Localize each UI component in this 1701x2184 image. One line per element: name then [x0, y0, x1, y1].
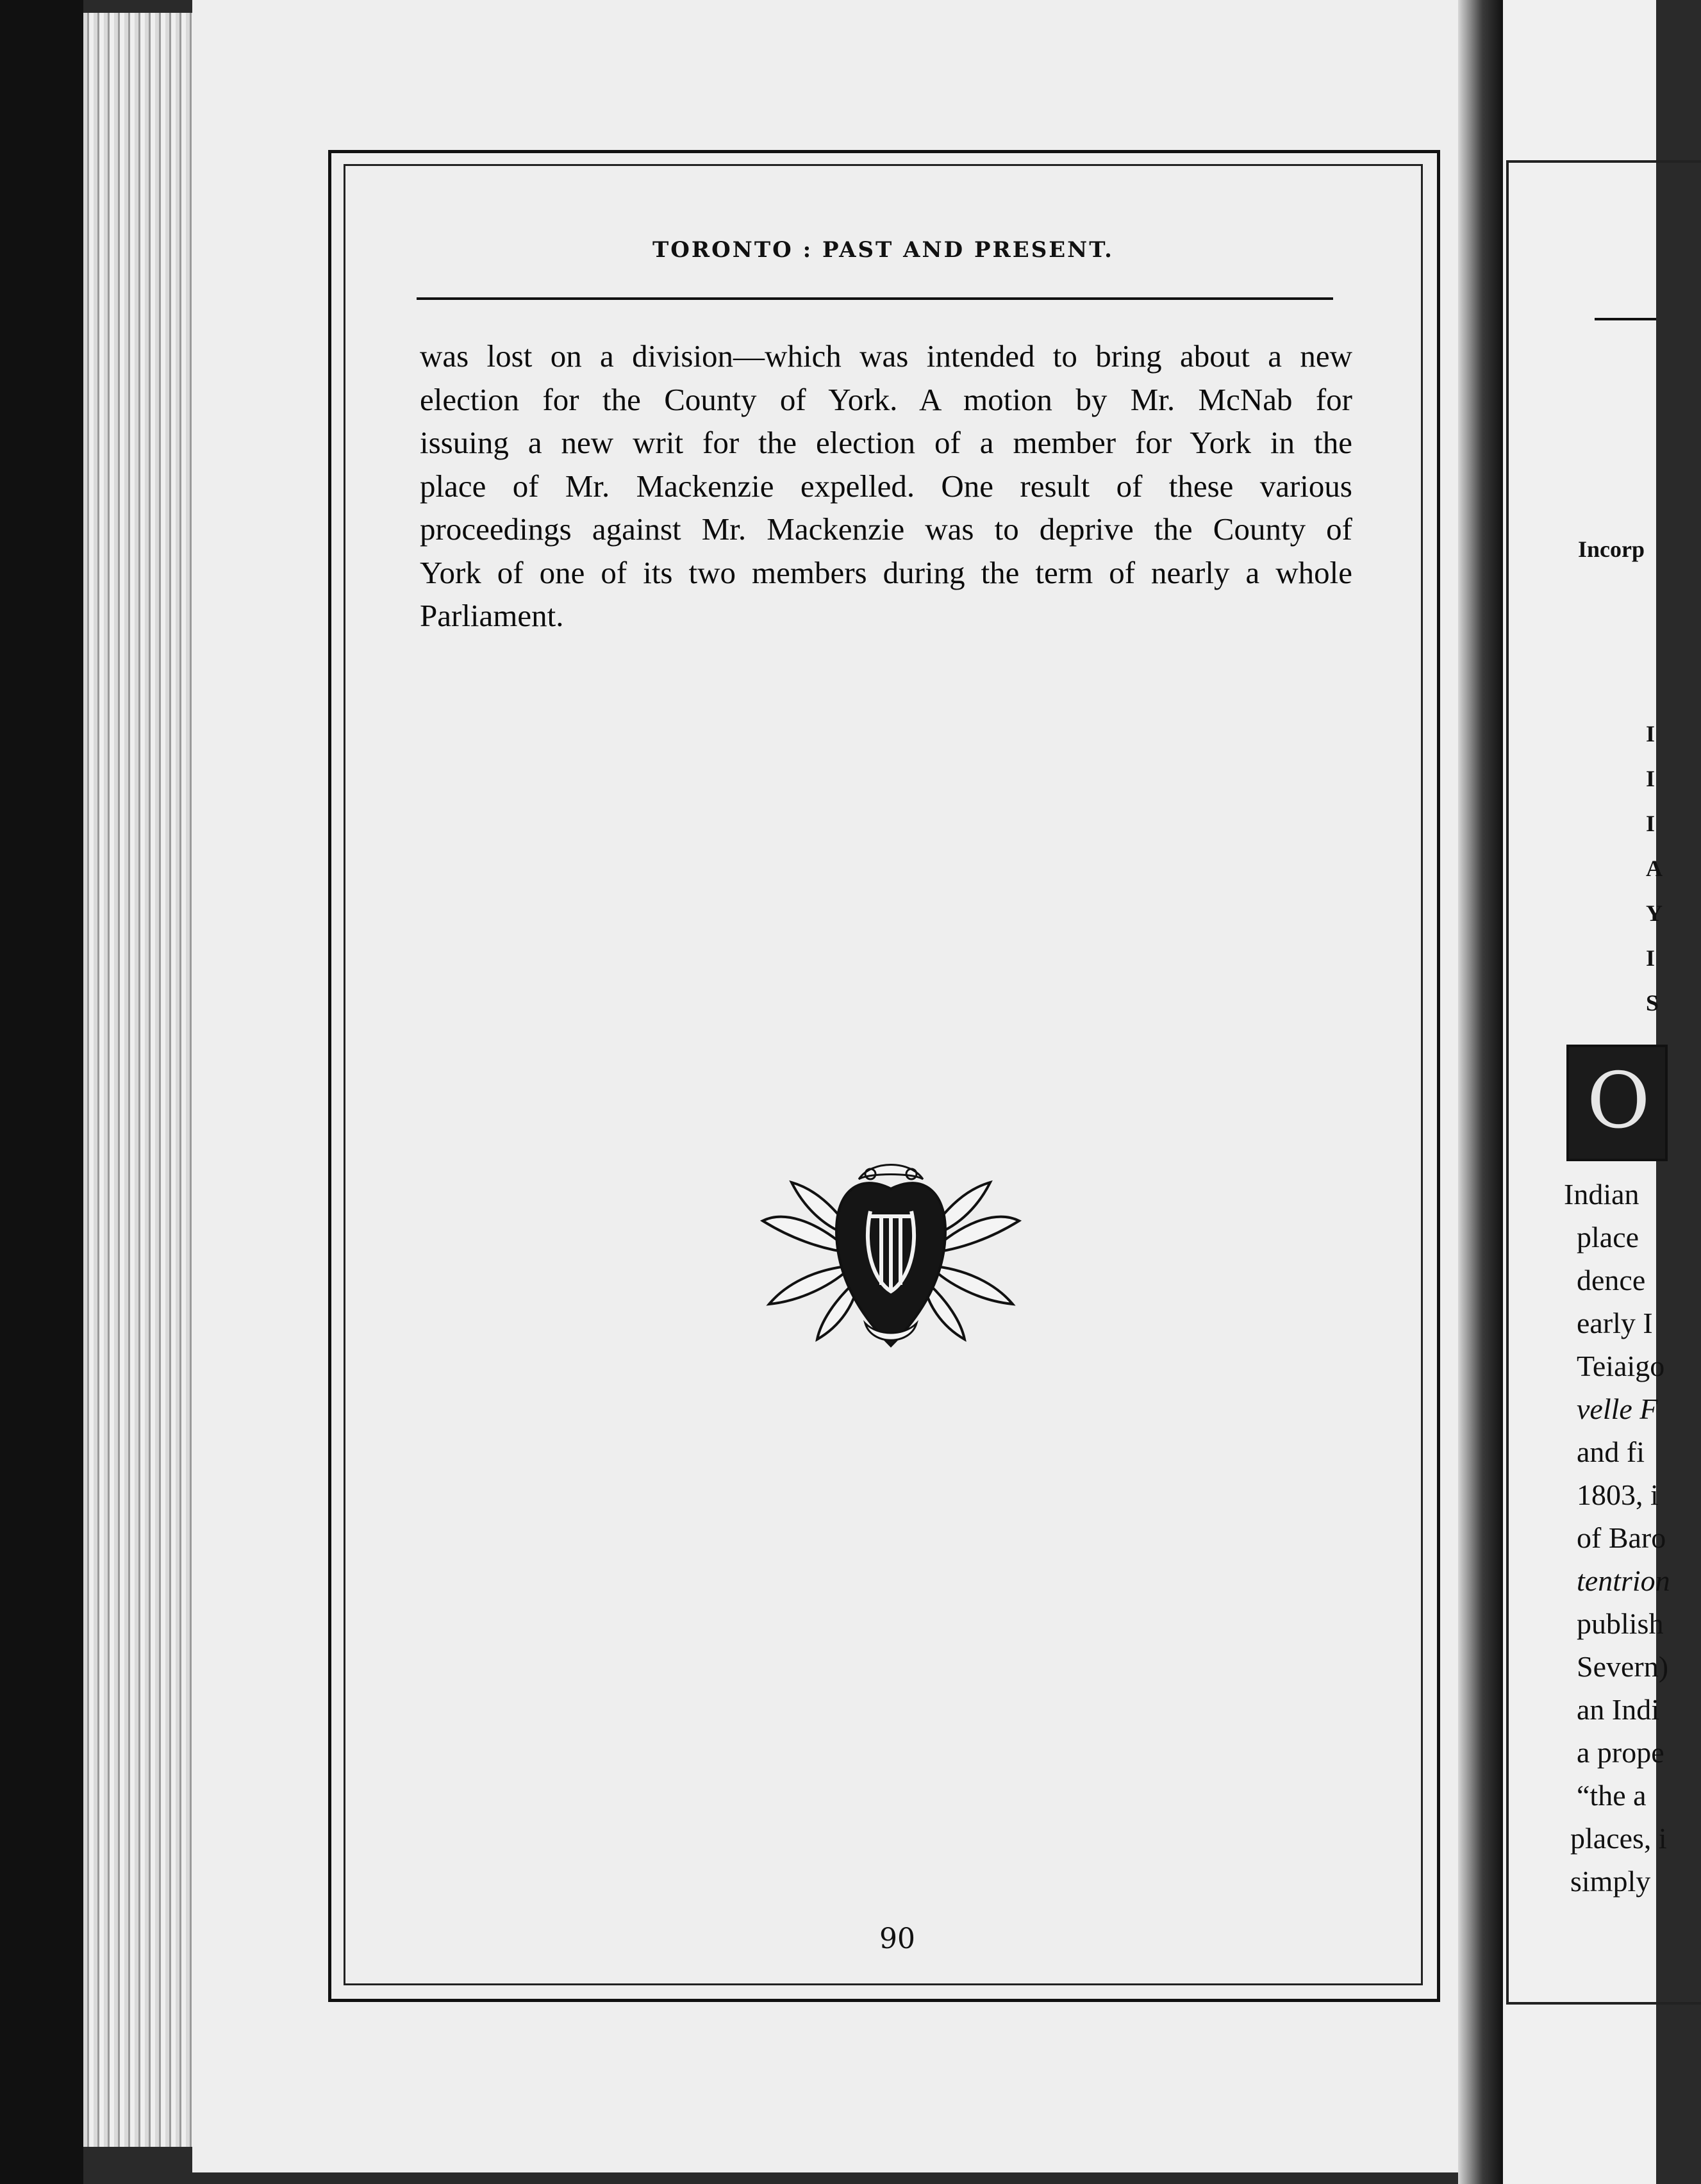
book-gutter: [1458, 0, 1503, 2184]
text-fragment: dence: [1577, 1264, 1646, 1296]
lyre-ornament-icon: [756, 1141, 1025, 1359]
text-fragment: simply: [1570, 1865, 1651, 1898]
margin-letter: I: [1646, 766, 1655, 791]
body-line: Parliament.: [420, 598, 564, 633]
text-fragment: early I: [1577, 1307, 1653, 1339]
right-page-heading-fragment: Incorp: [1578, 536, 1645, 562]
text-fragment: Indian: [1564, 1178, 1639, 1211]
text-fragment: and fi: [1577, 1435, 1645, 1468]
body-line: place of Mr. Mackenzie expelled. One result of these various: [420, 468, 1352, 504]
body-line: was lost on a division—which was intended to bring about a new: [420, 338, 1352, 374]
text-fragment: “the a: [1577, 1779, 1647, 1812]
text-fragment: a prope: [1577, 1736, 1664, 1769]
margin-letter: S: [1646, 990, 1659, 1016]
text-fragment: tentrion: [1577, 1564, 1670, 1597]
text-fragment: of Baro: [1577, 1521, 1666, 1554]
body-line: election for the County of York. A motion by Mr. McNab for: [420, 381, 1352, 417]
book-page-edges: [83, 13, 199, 2147]
running-head-rule: [417, 297, 1333, 300]
text-fragment: Severn): [1577, 1650, 1669, 1683]
text-fragment: publish: [1577, 1607, 1664, 1640]
right-page-margin-letters: [1646, 711, 1663, 1025]
margin-letter: A: [1646, 856, 1663, 881]
margin-letter: I: [1646, 721, 1655, 747]
page-number: 90: [879, 1923, 915, 1955]
scan-spine-shadow: [0, 0, 83, 2184]
running-head: TORONTO : PAST AND PRESENT.: [652, 237, 1114, 263]
text-fragment: Teiaigo: [1577, 1350, 1665, 1382]
text-fragment: 1803, i: [1577, 1478, 1659, 1511]
text-fragment: an Indi: [1577, 1693, 1660, 1726]
text-fragment: place: [1577, 1221, 1639, 1253]
body-line: proceedings against Mr. Mackenzie was to deprive the County of: [420, 511, 1352, 547]
dropcap: O: [1566, 1045, 1668, 1161]
text-fragment: places, i: [1570, 1822, 1667, 1855]
body-line: issuing a new writ for the election of a member for York in the: [420, 425, 1352, 460]
margin-letter: I: [1646, 811, 1655, 836]
margin-letter: I: [1646, 945, 1655, 971]
right-page-head-rule: [1595, 318, 1656, 320]
margin-letter: Y: [1646, 900, 1663, 926]
body-text: [420, 335, 1352, 638]
body-line: York of one of its two members during the term of nearly a whole: [420, 554, 1352, 590]
right-page-text-column: [1564, 1173, 1670, 1903]
text-fragment: velle F: [1577, 1393, 1658, 1425]
